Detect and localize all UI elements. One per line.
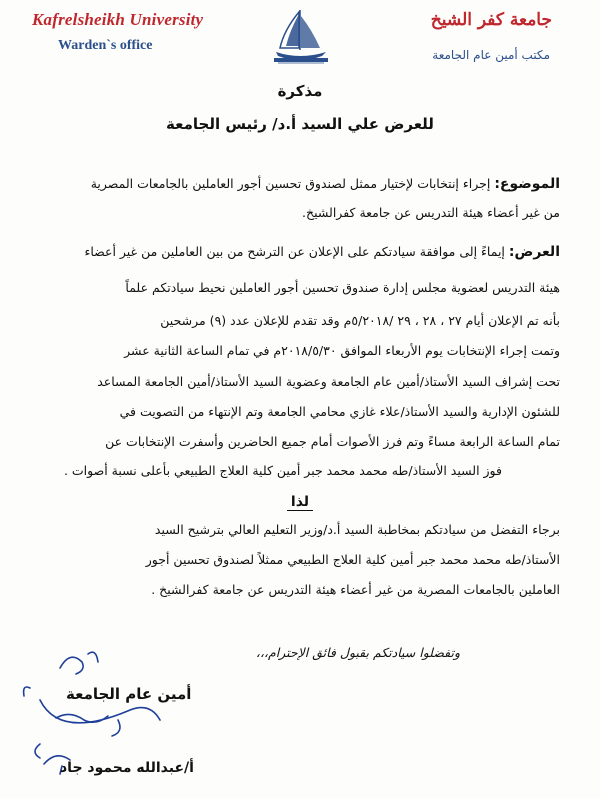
university-name-ar: جامعة كفر الشيخ [430,10,552,30]
conclusion-line-2: الأستاذ/طه محمد محمد جبر أمين كلية العلاج الطبيعي ممثلاً لصندوق تحسين أجور [145,552,560,567]
closing-salutation: وتفضلوا سيادتكم بقبول فائق الإحترام،،، [255,645,460,660]
memo-recipient: للعرض علي السيد أ.د/ رئيس الجامعة [166,115,434,133]
university-name-en: Kafrelsheikh University [32,10,204,29]
subject-text-1: إجراء إنتخابات لإختيار ممثل لصندوق تحسين أجور العاملين بالجامعات المصرية [90,176,491,191]
signature-name: أ/عبدالله محمود جاد [60,760,194,776]
presentation-line-6: للشئون الإدارية والسيد الأستاذ/علاء غازي محامي الجامعة وتم الإنتهاء من التصويت في [119,404,560,419]
presentation-line-4: وتمت إجراء الإنتخابات يوم الأربعاء الموافق ٢٠١٨/٥/٣٠م في تمام الساعة الثانية عشر [124,343,560,358]
subject-line-2: من غير أعضاء هيئة التدريس عن جامعة كفرالشيخ. [302,205,560,220]
presentation-line-2: هيئة التدريس لعضوية مجلس إدارة صندوق تحسين أجور العاملين نحيط سيادتكم علماً [125,280,560,295]
conclusion-line-3: العاملين بالجامعات المصرية من غير أعضاء هيئة التدريس عن جامعة كفرالشيخ . [151,582,560,597]
office-name-ar: مكتب أمين عام الجامعة [432,48,550,62]
subject-label: الموضوع: [494,176,560,192]
presentation-label: العرض: [508,244,560,260]
memo-title: مذكرة [277,82,323,100]
presentation-line-3: بأنه تم الإعلان أيام ٢٧ ، ٢٨ ، ٢٩ /٥/٢٠١٨م وقد تقدم للإعلان عدد (٩) مرشحين [160,313,560,328]
signature-title: أمين عام الجامعة [66,685,192,703]
presentation-line-7: تمام الساعة الرابعة مساءً وتم فرز الأصوات أمام جميع الحاضرين وأسفرت الإنتخابات عن [105,434,560,449]
conclusion-line-1: برجاء التفضل من سيادتكم بمخاطبة السيد أ.د/وزير التعليم العالي بترشيح السيد [154,522,560,537]
conclusion-heading: لذا [0,494,600,510]
presentation-line-8: فوز السيد الأستاذ/طه محمد محمد جبر أمين كلية العلاج الطبيعي بأعلى نسبة أصوات . [63,463,502,478]
university-logo [268,6,332,68]
subject-line-1 [91,176,560,192]
presentation-line-5: تحت إشراف السيد الأستاذ/أمين عام الجامعة وعضوية السيد الأستاذ/أمين الجامعة المساعد [97,374,560,389]
office-name-en: Warden`s office [58,38,153,53]
presentation-line-1: العرض: إيماءً إلى موافقة سيادتكم على الإعلان عن الترشح من بين العاملين من غير أعضاء [84,244,560,260]
